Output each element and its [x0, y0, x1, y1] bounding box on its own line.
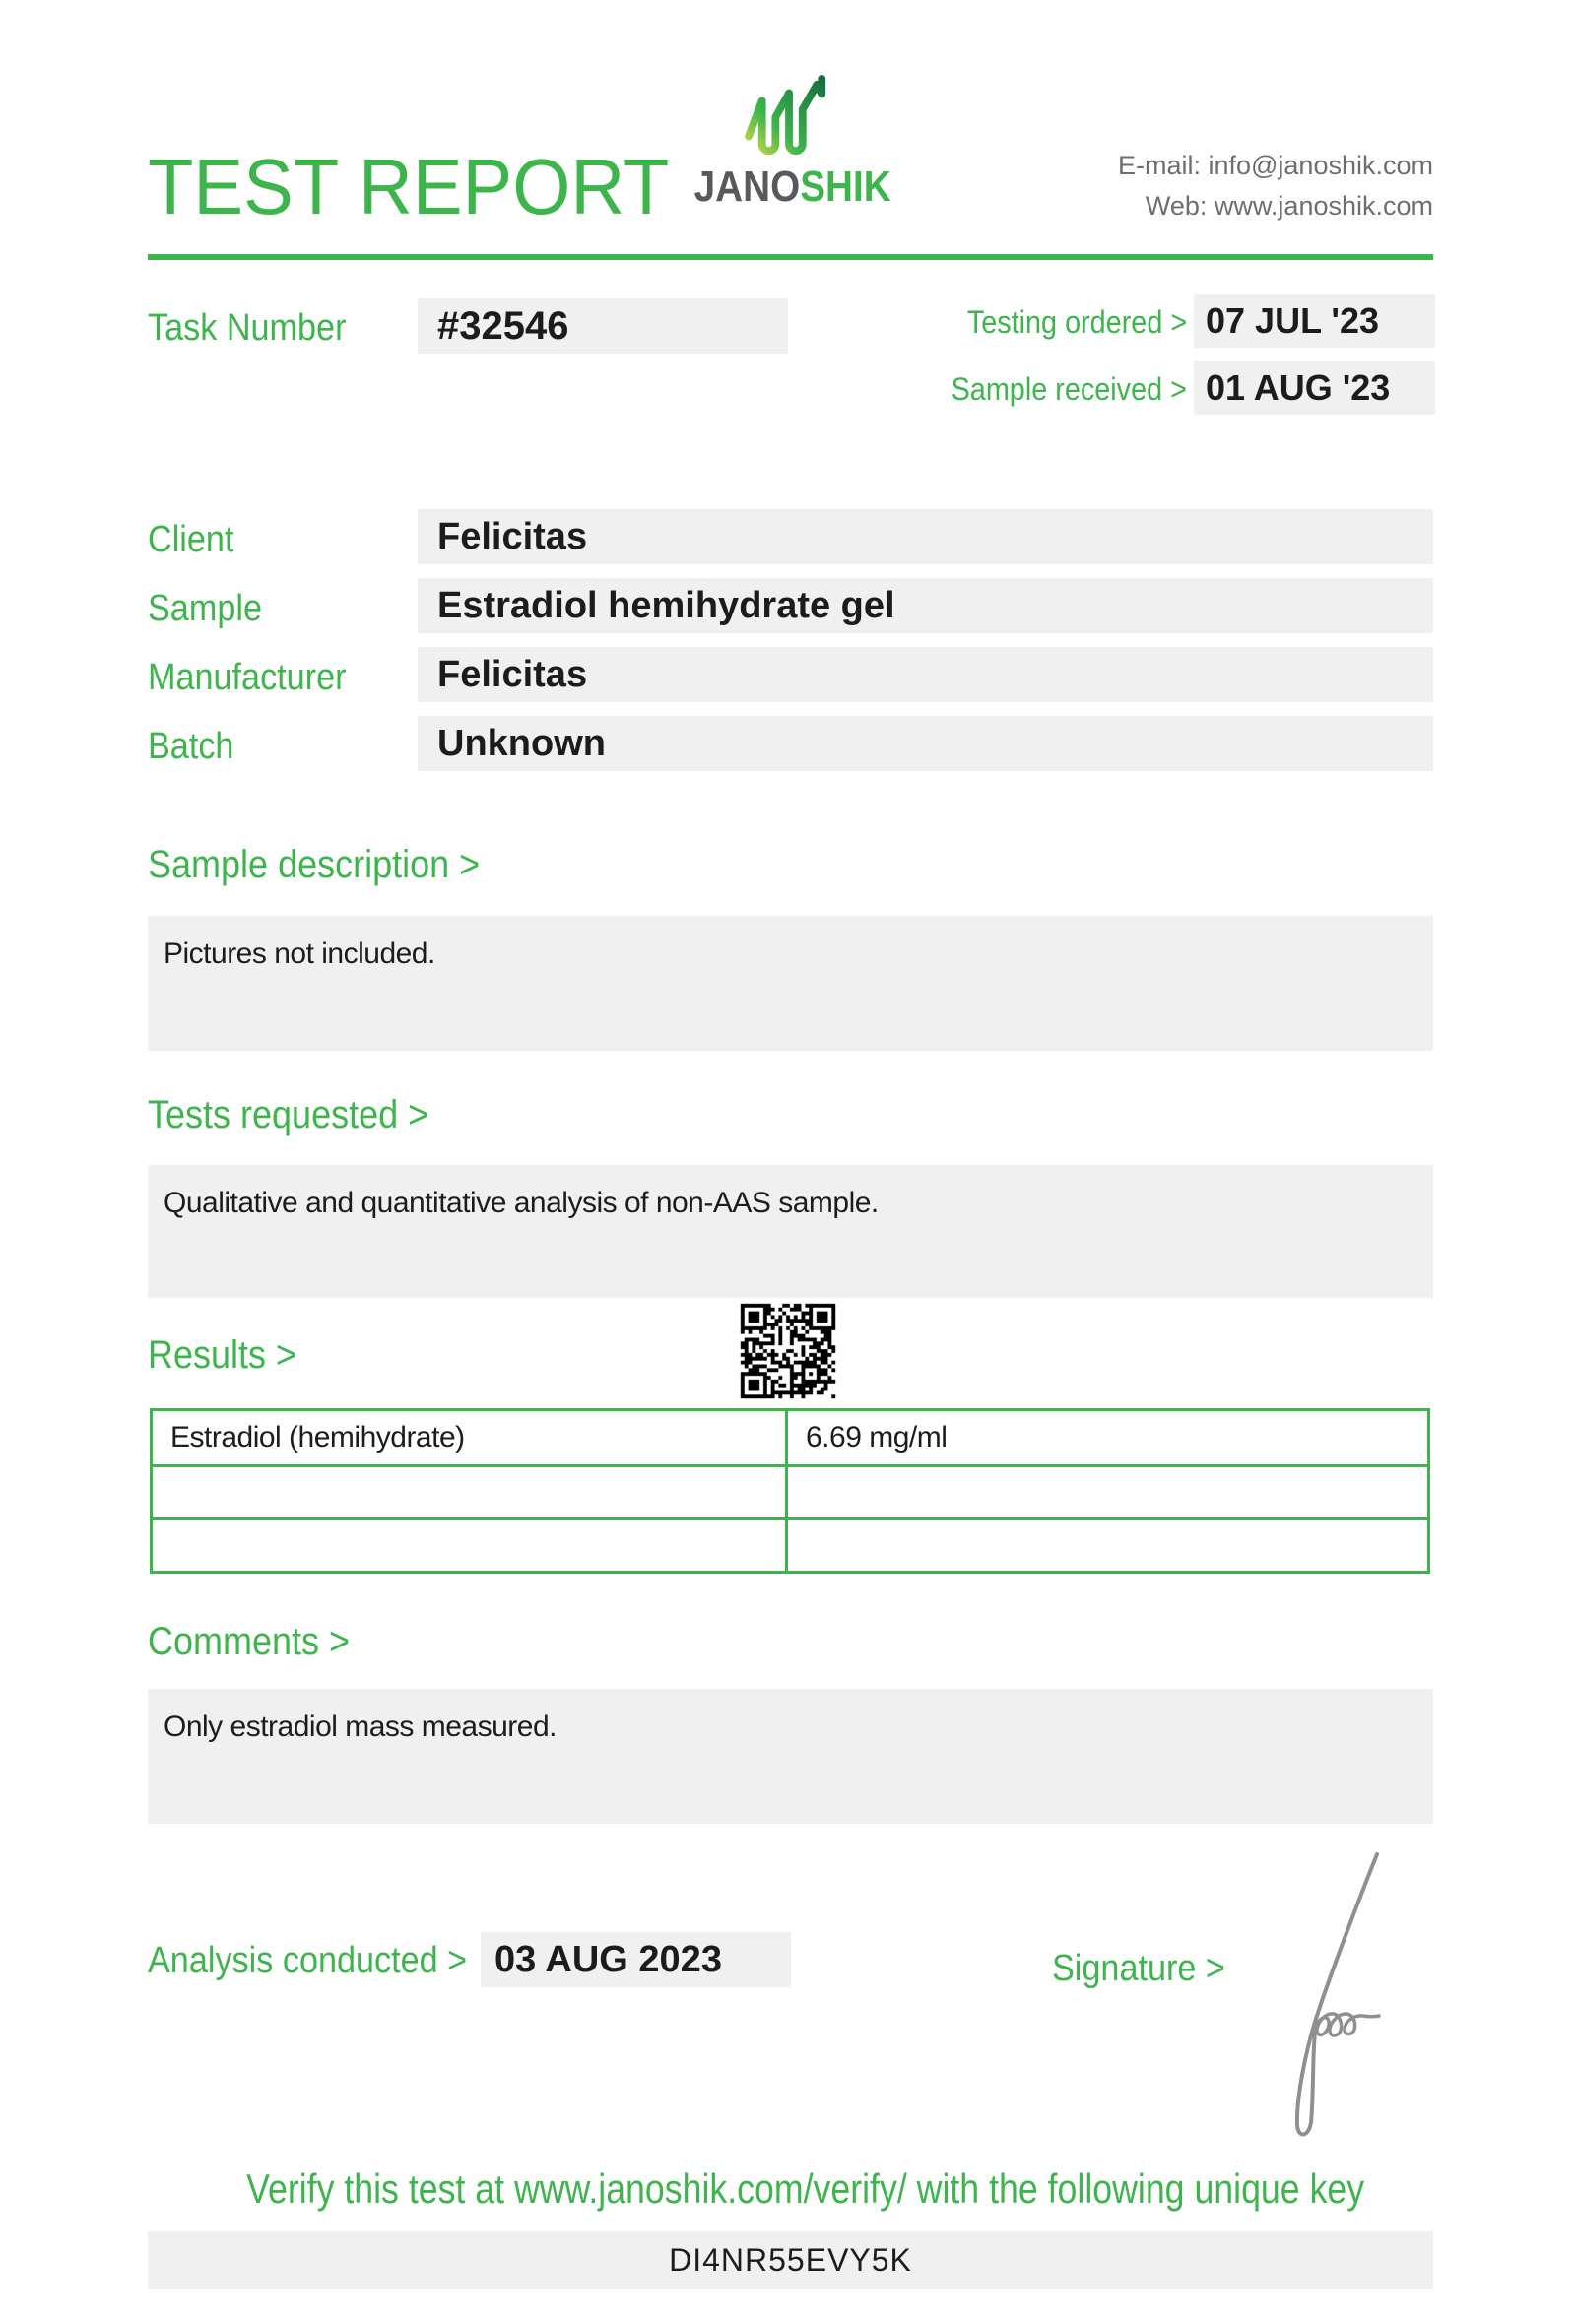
- testing-ordered-label: Testing ordered >: [966, 304, 1187, 340]
- testing-ordered-field: [1194, 294, 1435, 348]
- page-title-text: TEST REPORT: [148, 143, 670, 230]
- comments-text: Only estradiol mass measured.: [164, 1711, 557, 1743]
- tests-requested-text: Qualitative and quantitative analysis of non-AAS sample.: [164, 1187, 879, 1219]
- qr-code: [737, 1300, 839, 1402]
- task-number-label: Task Number: [148, 307, 347, 349]
- results-table: [150, 1408, 1430, 1574]
- client-field: [418, 509, 1433, 564]
- client-label: Client: [148, 519, 234, 560]
- client-value: Felicitas: [437, 516, 588, 557]
- sample-value: Estradiol hemihydrate gel: [437, 585, 895, 626]
- header-divider: [148, 254, 1433, 260]
- brand-shik: SHIK: [800, 162, 892, 211]
- analysis-date-value: 03 AUG 2023: [494, 1939, 722, 1980]
- sample-description-heading: Sample description >: [148, 843, 481, 886]
- analysis-date-field: [481, 1932, 791, 1987]
- janoshik-brand-text: [670, 163, 916, 211]
- results-row-3: [153, 1517, 1427, 1571]
- janoshik-logo-icon: [741, 75, 839, 161]
- manufacturer-value: Felicitas: [437, 654, 588, 695]
- manufacturer-label: Manufacturer: [148, 657, 347, 698]
- signature-label: Signature >: [1052, 1948, 1225, 1989]
- sample-received-label: Sample received >: [951, 371, 1187, 407]
- sample-description-text: Pictures not included.: [164, 937, 435, 970]
- results-analyte-cell: [153, 1467, 788, 1517]
- unique-key-value: DI4NR55EVY5K: [669, 2242, 912, 2278]
- comments-box: [148, 1689, 1433, 1824]
- results-value-cell: [788, 1467, 1427, 1517]
- sample-received-value: 01 AUG '23: [1206, 367, 1391, 408]
- batch-value: Unknown: [437, 723, 606, 764]
- sample-label: Sample: [148, 588, 262, 629]
- web-line: Web: www.janoshik.com: [1145, 191, 1433, 221]
- batch-field: [418, 716, 1433, 771]
- comments-heading: Comments >: [148, 1620, 351, 1663]
- testing-ordered-value: 07 JUL '23: [1206, 300, 1380, 341]
- task-number-value: #32546: [437, 304, 569, 348]
- sample-field: [418, 578, 1433, 633]
- tests-requested-heading: Tests requested >: [148, 1093, 429, 1136]
- manufacturer-field: [418, 647, 1433, 702]
- results-value-cell: 6.69 mg/ml: [806, 1421, 948, 1453]
- sample-description-box: [148, 916, 1433, 1051]
- tests-requested-box: [148, 1165, 1433, 1298]
- unique-key-field: [148, 2231, 1433, 2289]
- page-title: [148, 143, 696, 230]
- verify-instruction: Verify this test at www.janoshik.com/verify/ with the following unique key: [246, 2165, 1365, 2212]
- sample-received-field: [1194, 361, 1435, 415]
- results-row-1: [153, 1411, 1427, 1464]
- results-value-cell: [788, 1520, 1427, 1571]
- email-line: E-mail: info@janoshik.com: [1117, 151, 1433, 180]
- analysis-conducted-label: Analysis conducted >: [148, 1940, 468, 1981]
- results-row-2: [153, 1464, 1427, 1517]
- signature-image: [1251, 1846, 1399, 2147]
- brand-jano: JANO: [693, 162, 801, 211]
- task-number-field: [418, 298, 788, 354]
- brand-wordmark: [694, 163, 891, 211]
- results-analyte-cell: Estradiol (hemihydrate): [153, 1411, 788, 1464]
- contact-block: [1118, 146, 1433, 226]
- batch-label: Batch: [148, 726, 234, 767]
- results-heading: Results >: [148, 1333, 297, 1377]
- results-analyte-cell: [153, 1520, 788, 1571]
